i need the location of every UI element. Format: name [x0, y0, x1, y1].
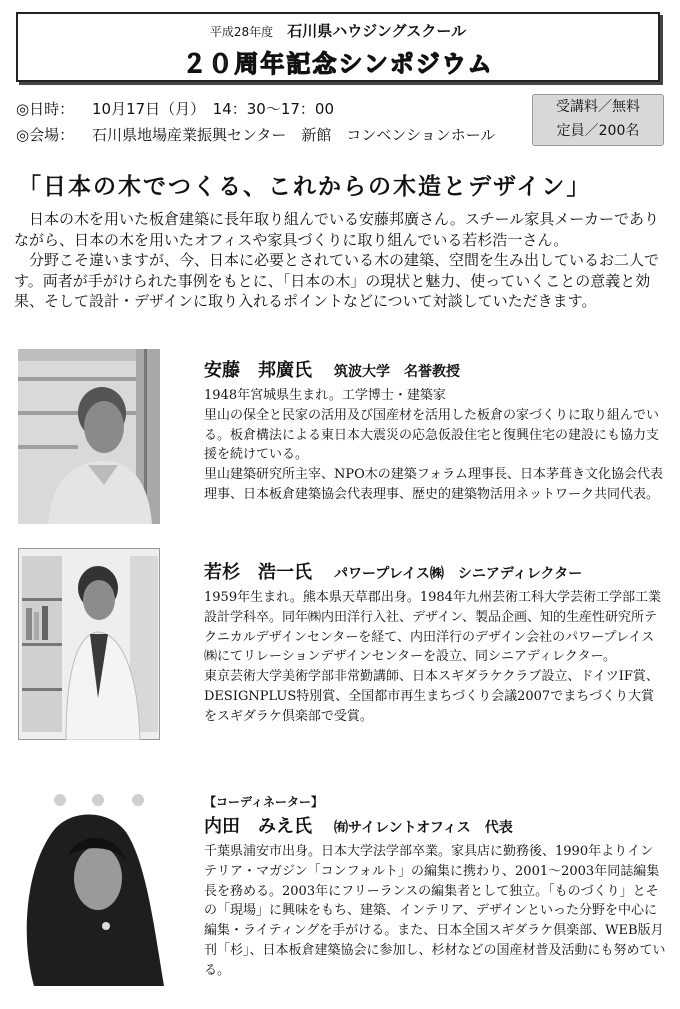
coordinator-affiliation: ㈲サイレントオフィス 代表 — [334, 820, 513, 836]
intro-paragraph-2: 分野こそ違いますが、今、日本に必要とされている木の建築、空間を生み出しているお二人です。両者が手がけられた事例をもとに、「日本の木」の現状と魅力、使っていくことの意義と効果、そして設計・デザインに取り入れるポイントなどについて対談していただきます。 — [14, 251, 660, 310]
date-label: ◎日時： — [16, 100, 75, 118]
venue-label: ◎会場： — [16, 126, 75, 144]
coordinator-name: 内田 みえ氏 — [204, 816, 312, 837]
coordinator-bio-line: 千葉県浦安市出身。日本大学法学部卒業。家具店に勤務後、1990年よりインテリア・マガジン「コンフォルト」の編集に携わり、2001〜2003年同誌編集長を務める。2003年にフリーランスの編集者として独立。「ものづくり」とその「現場」に興味をもち、建築、インテリア、デザインといった分野を中心に編集・ライティングを手がける。また、日本全国スギダラケ倶楽部、WEB版月刊「杉」、日本板倉建築協会に参加し、杉材などの国産材普及活動にも努めている。 — [204, 844, 666, 978]
speaker-2-bio-text — [204, 588, 666, 727]
capacity-text: 定員／200名 — [556, 123, 640, 139]
fee-capacity-box — [532, 94, 664, 146]
event-info — [16, 96, 495, 148]
speaker-1-name: 安藤 邦廣氏 — [204, 360, 312, 381]
speaker-1-bio-line: 里山の保全と民家の活用及び国産材を活用した板倉の家づくりに取り組んでいる。板倉構法による東日本大震災の応急仮設住宅と復興住宅の建設にも協力支援を続けている。 — [204, 407, 660, 463]
header-subtitle — [18, 20, 658, 41]
speaker-1-affiliation: 筑波大学 名誉教授 — [334, 364, 460, 380]
speaker-2-affiliation: パワープレイス㈱ シニアディレクター — [334, 566, 583, 582]
speaker-2-bio-line: 東京芸術大学美術学部非常勤講師、日本スギダラケクラブ設立、ドイツIF賞、DESIGNPLUS特別賞、全国都市再生まちづくり会議2007でまちづくり大賞をスギダラケ倶楽部で受賞。 — [204, 669, 659, 724]
coordinator-role-label: 【コーディネーター】 — [204, 795, 324, 809]
page-title: ２０周年記念シンポジウム — [182, 50, 494, 78]
speaker-1-bio-line: 里山建築研究所主宰、NPO木の建築フォラム理事長、日本茅葺き文化協会代表理事、日本板倉建築協会代表理事、歴史的建築物活用ネットワーク共同代表。 — [204, 467, 664, 502]
symposium-theme: 「日本の木でつくる、これからの木造とデザイン」 — [18, 174, 592, 200]
speaker-1-photo — [18, 349, 160, 524]
speaker-2-bio-line: 1959年生まれ。熊本県天草郡出身。1984年九州芸術工科大学芸術工学部工業設計学科卒。同年㈱内田洋行入社、デザイン、製品企画、知的生産性研究所テクニカルデザインセンターを経て、内田洋行のデザイン会社のパワープレイス㈱にてリレーションデザインセンターを設立、同シニアディレクター。 — [204, 590, 661, 665]
title-banner — [16, 12, 660, 82]
coordinator-bio — [204, 793, 666, 981]
speaker-2-photo — [18, 548, 160, 740]
date-value: 10月17日（月） 14：30〜17：00 — [92, 100, 335, 118]
coordinator-photo — [14, 786, 164, 986]
venue-value: 石川県地場産業振興センター 新館 コンベンションホール — [92, 126, 496, 144]
speaker-2-bio — [204, 558, 666, 727]
speaker-1-name-line — [204, 356, 666, 382]
coordinator-bio-text — [204, 842, 666, 981]
header-year: 平成28年度 — [209, 25, 274, 39]
intro-text — [14, 209, 668, 312]
coordinator-name-line — [204, 812, 666, 838]
speaker-1-bio — [204, 356, 666, 505]
speaker-2-name-line — [204, 558, 666, 584]
header-organizer: 石川県ハウジングスクール — [287, 22, 467, 40]
speaker-2-name: 若杉 浩一氏 — [204, 562, 312, 583]
speaker-1-bio-text — [204, 386, 666, 505]
speaker-1-bio-line: 1948年宮城県生まれ。工学博士・建築家 — [204, 388, 446, 403]
fee-text: 受講料／無料 — [556, 99, 640, 115]
intro-paragraph-1: 日本の木を用いた板倉建築に長年取り組んでいる安藤邦廣さん。スチール家具メーカーでありながら、日本の木を用いたオフィスや家具づくりに取り組んでいる若杉浩一さん。 — [14, 210, 660, 249]
